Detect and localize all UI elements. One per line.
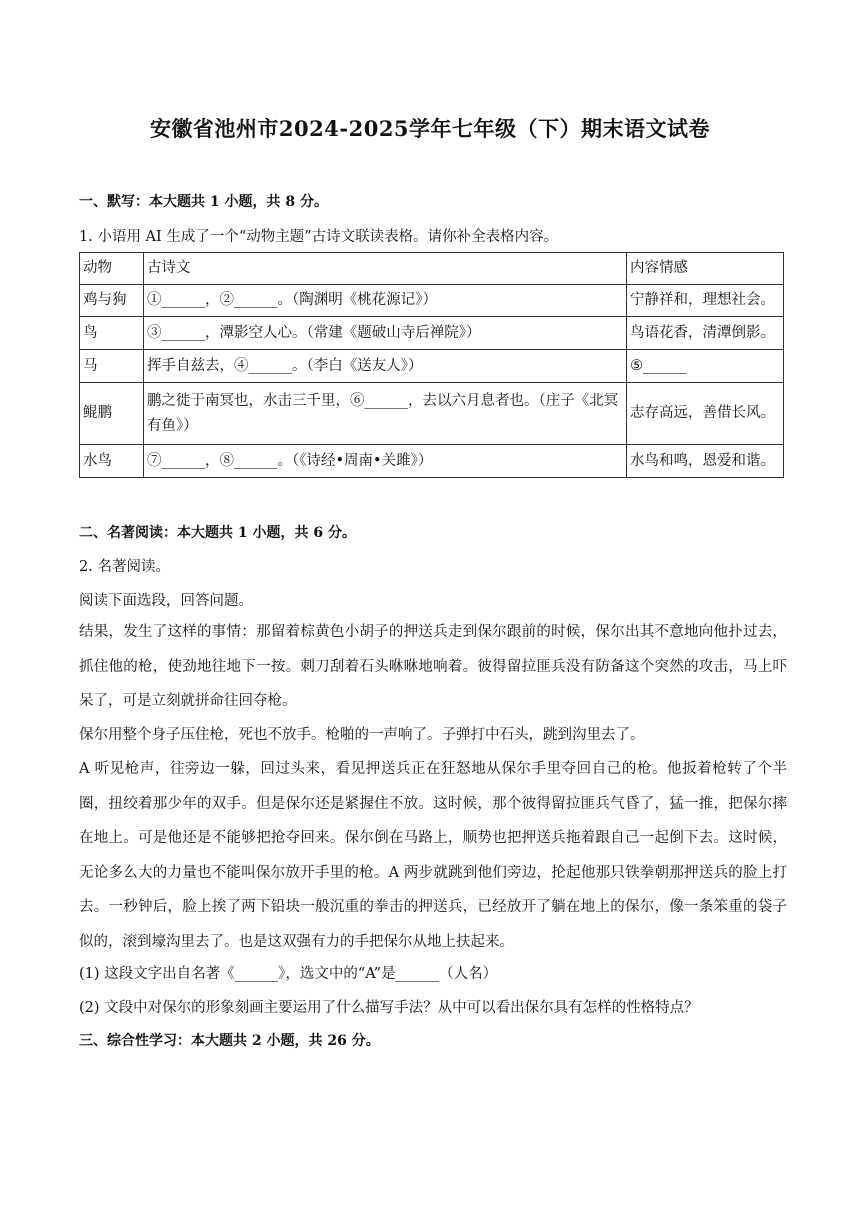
passage-paragraph-2: 保尔用整个身子压住枪，死也不放手。枪啪的一声响了。子弹打中石头，跳到沟里去了。	[79, 727, 645, 743]
cell-poem: ①______，②______。（陶渊明《桃花源记》）	[144, 285, 627, 317]
table-row	[80, 350, 784, 383]
cell-animal: 水鸟	[80, 445, 144, 478]
passage-paragraph-3: A 听见枪声，往旁边一躲，回过头来，看见押送兵正在狂怒地从保尔手里夺回自己的枪。他扳着枪转了个半圈，扭绞着那少年的双手。但是保尔还是紧握住不放。这时候，那个彼得留拉匪兵气昏了，猛一推，把保尔摔在地上。可是他还是不能够把抢夺回来。保尔倒在马路上，顺势也把押送兵拖着跟自己一起倒下去。这时候，无论多么大的力量也不能叫保尔放开手里的枪。A 两步就跳到他们旁边，抡起他那只铁拳朝那押送兵的脸上打去。一秒钟后，脸上挨了两下铅块一般沉重的拳击的押送兵，已经放开了躺在地上的保尔，像一条笨重的袋子似的，滚到壕沟里去了。也是这双强有力的手把保尔从地上扶起来。	[79, 761, 787, 950]
cell-emotion: ⑤______	[627, 350, 784, 383]
cell-emotion: 水鸟和鸣，恩爱和谐。	[627, 445, 784, 478]
cell-animal: 鲲鹏	[80, 383, 144, 445]
reading-instruction: 阅读下面选段，回答问题。	[79, 593, 253, 609]
cell-poem: 鹏之徙于南冥也，水击三千里，⑥______，去以六月息者也。（庄子《北冥有鱼》）	[144, 383, 627, 445]
cell-emotion: 鸟语花香，清潭倒影。	[627, 317, 784, 350]
header-cell-emotion: 内容情感	[627, 253, 784, 285]
header-cell-poem: 古诗文	[144, 253, 627, 285]
passage-paragraph-1: 结果，发生了这样的事情：那留着棕黄色小胡子的押送兵走到保尔跟前的时候，保尔出其不意地向他扑过去，抓住他的枪，使劲地往地下一按。刺刀刮着石头咻咻地响着。彼得留拉匪兵没有防备这个突然的攻击，马上吓呆了，可是立刻就拼命往回夺枪。	[79, 624, 787, 709]
table-row	[80, 285, 784, 317]
poem-table	[79, 252, 784, 478]
sub-question-1: (1) 这段文字出自名著《______》，选文中的“A”是______（人名）	[79, 966, 498, 982]
sub-question-2: (2) 文段中对保尔的形象刻画主要运用了什么描写手法？从中可以看出保尔具有怎样的性格特点？	[79, 1000, 699, 1016]
cell-animal: 马	[80, 350, 144, 383]
cell-emotion: 宁静祥和，理想社会。	[627, 285, 784, 317]
table-row	[80, 445, 784, 478]
cell-animal: 鸡与狗	[80, 285, 144, 317]
cell-emotion: 志存高远，善借长风。	[627, 383, 784, 445]
header-cell-animal: 动物	[80, 253, 144, 285]
section-1-heading: 一、默写：本大题共 1 小题，共 8 分。	[79, 194, 328, 210]
table-row	[80, 383, 784, 445]
question-2-prompt: 2. 名著阅读。	[79, 559, 170, 575]
section-2-heading: 二、名著阅读：本大题共 1 小题，共 6 分。	[79, 525, 356, 541]
cell-poem: 挥手自兹去，④______。（李白《送友人》）	[144, 350, 627, 383]
table-row	[80, 317, 784, 350]
cell-poem: ⑦______，⑧______。（《诗经•周南•关雎》）	[144, 445, 627, 478]
cell-animal: 鸟	[80, 317, 144, 350]
cell-poem: ③______，潭影空人心。（常建《题破山寺后禅院》）	[144, 317, 627, 350]
section-3-heading: 三、综合性学习：本大题共 2 小题，共 26 分。	[79, 1033, 380, 1049]
exam-title: 安徽省池州市2024-2025学年七年级（下）期末语文试卷	[149, 116, 711, 141]
table-header-row	[80, 253, 784, 285]
question-1-prompt: 1. 小语用 AI 生成了一个“动物主题”古诗文联读表格。请你补全表格内容。	[79, 229, 559, 245]
